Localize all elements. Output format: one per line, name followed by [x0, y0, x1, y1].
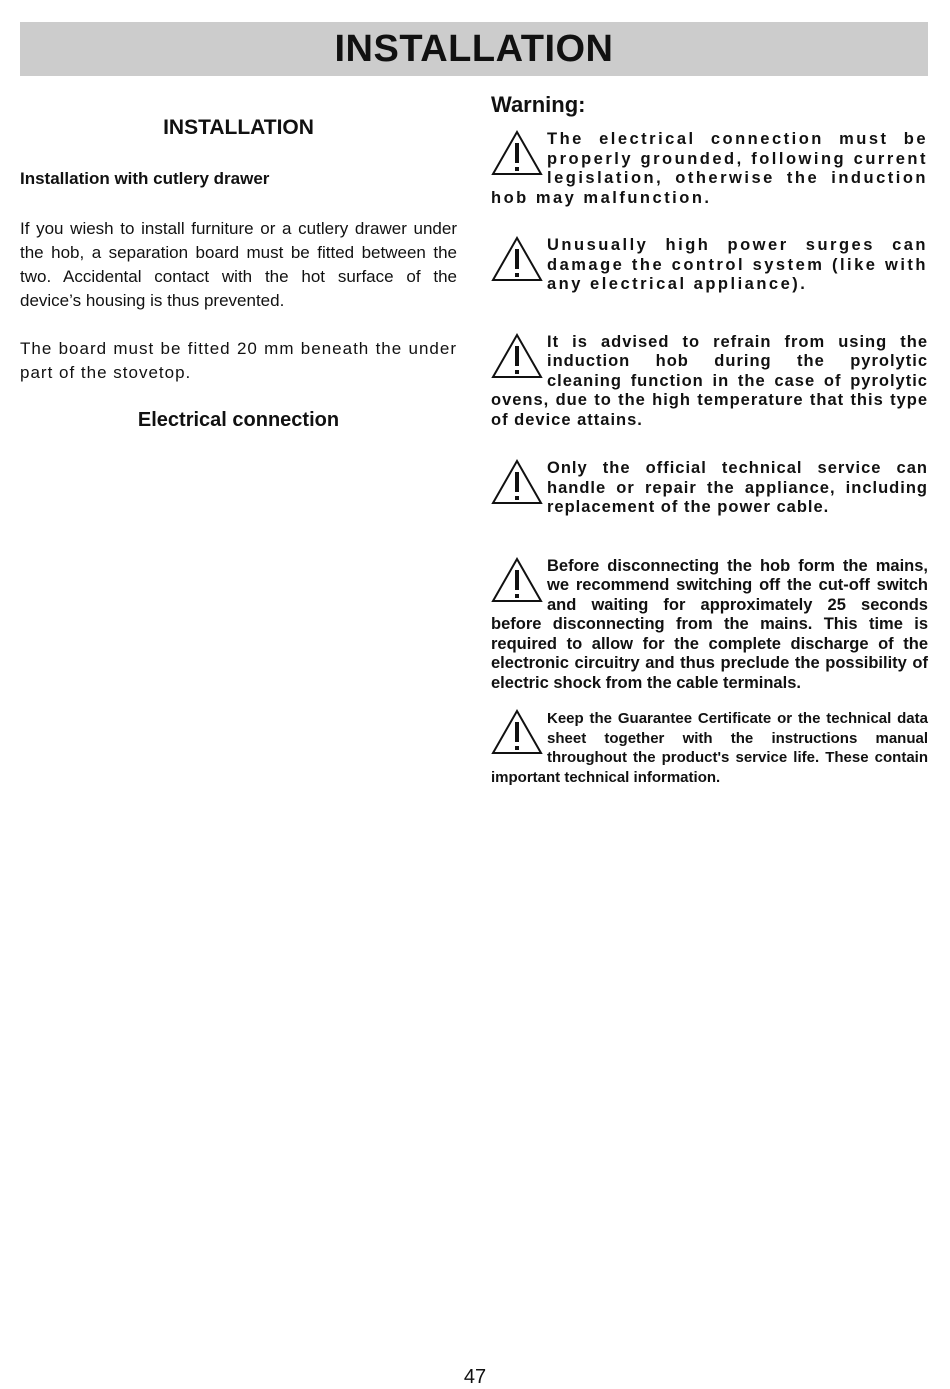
paragraph-separation-board: If you wiesh to install furniture or a cutlery drawer under the hob, a separation board must be fitted between the two. Accidental contact with the hot surface of the device’s housing is thus prevented. — [20, 219, 457, 310]
warning-triangle-icon — [491, 709, 543, 755]
left-column — [20, 116, 457, 432]
warning-triangle-icon — [491, 459, 543, 505]
warning-triangle-icon — [491, 557, 543, 603]
warning-text: Unusually high power surges can damage the control system (like with any electrical appliance). — [547, 236, 928, 293]
warning-technical-service — [491, 459, 928, 518]
section-title: INSTALLATION — [163, 116, 314, 139]
page-title: INSTALLATION — [334, 27, 614, 70]
warning-text: It is advised to refrain from using the induction hob during the pyrolytic cleaning function in the case of pyrolytic ovens, due to the high temperature that this type of device attains. — [491, 332, 928, 429]
warning-pyrolytic — [491, 333, 928, 431]
subsection-title: Installation with cutlery drawer — [20, 169, 270, 188]
warning-power-surges — [491, 236, 928, 295]
right-column — [491, 92, 928, 787]
electrical-connection-title: Electrical connection — [137, 409, 340, 431]
warning-guarantee — [491, 709, 928, 787]
paragraph-board-distance: The board must be fitted 20 mm beneath the under part of the stovetop. — [20, 339, 457, 382]
header-banner — [20, 22, 928, 76]
warning-triangle-icon — [491, 333, 543, 379]
warning-text: The electrical connection must be properly grounded, following current legislation, otherwise the induction hob may malfunction. — [491, 130, 928, 207]
warning-triangle-icon — [491, 130, 543, 176]
warning-disconnecting — [491, 557, 928, 694]
warning-text: Only the official technical service can handle or repair the appliance, including replacement of the power cable. — [547, 459, 928, 516]
warning-text: Before disconnecting the hob form the mains, we recommend switching off the cut-off switch and waiting for approximately 25 seconds before disconnecting from the mains. This time is required to allow for the complete discharge of the electronic circuitry and thus preclude the possibility of electric shock from the cable terminals. — [491, 556, 928, 692]
warning-grounding — [491, 130, 928, 208]
page-number: 47 — [463, 1366, 487, 1388]
warning-title: Warning: — [491, 92, 586, 117]
warning-text: Keep the Guarantee Certificate or the technical data sheet together with the instructions manual throughout the product's service life. These contain important technical information. — [491, 710, 928, 786]
warning-triangle-icon — [491, 236, 543, 282]
